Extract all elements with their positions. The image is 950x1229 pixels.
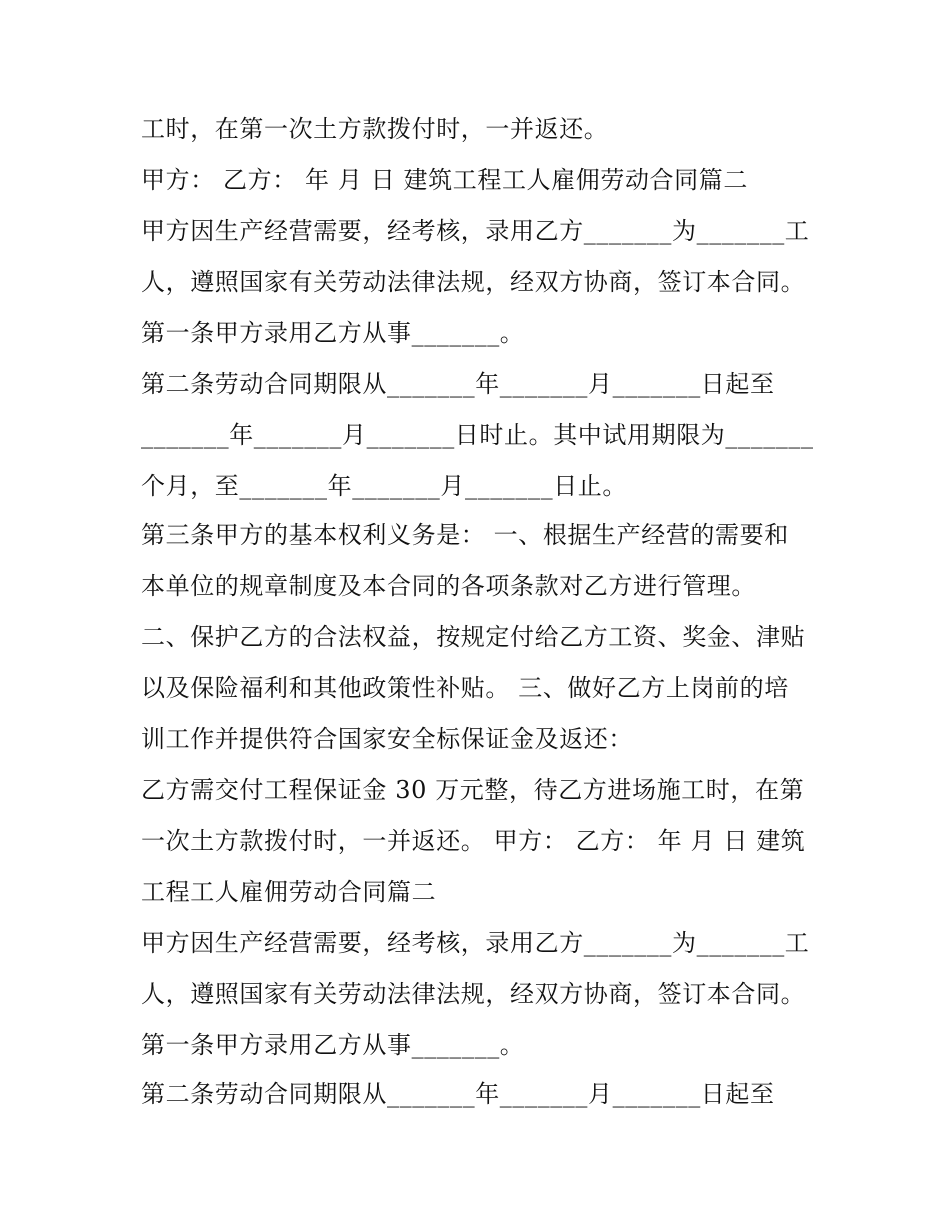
text-line: 第二条劳动合同期限从_______年_______月_______日起至 xyxy=(141,370,775,398)
text-line: 个月，至_______年_______月_______日止。 xyxy=(141,472,627,500)
text-line: 第二条劳动合同期限从_______年_______月_______日起至 xyxy=(141,1080,775,1108)
text-line: 甲方因生产经营需要，经考核，录用乙方_______为_______工 xyxy=(141,929,810,957)
text-line: 二、保护乙方的合法权益，按规定付给乙方工资、奖金、津贴 xyxy=(141,623,806,651)
text-line: 第三条甲方的基本权利义务是： 一、根据生产经营的需要和 xyxy=(141,521,789,549)
text-line: 训工作并提供符合国家安全标保证金及返还： xyxy=(141,725,633,753)
text-line: 甲方因生产经营需要，经考核，录用乙方_______为_______工 xyxy=(141,217,810,245)
text-line: 本单位的规章制度及本合同的各项条款对乙方进行管理。 xyxy=(141,572,756,600)
text-line: 第一条甲方录用乙方从事_______。 xyxy=(141,1031,525,1059)
text-line: _______年_______月_______日时止。其中试用期限为_______ xyxy=(141,421,814,449)
text-line: 以及保险福利和其他政策性补贴。 三、做好乙方上岗前的培 xyxy=(141,674,789,702)
text-line: 工时，在第一次土方款拨付时，一并返还。 xyxy=(141,115,609,143)
text-line: 一次土方款拨付时，一并返还。 甲方： 乙方： 年 月 日 建筑 xyxy=(141,827,806,855)
text-line: 人，遵照国家有关劳动法律法规，经双方协商，签订本合同。 xyxy=(141,980,806,1008)
text-line: 甲方： 乙方： 年 月 日 建筑工程工人雇佣劳动合同篇二 xyxy=(141,166,748,194)
text-line: 人，遵照国家有关劳动法律法规，经双方协商，签订本合同。 xyxy=(141,268,806,296)
text-line: 工程工人雇佣劳动合同篇二 xyxy=(141,878,437,906)
text-line: 第一条甲方录用乙方从事_______。 xyxy=(141,319,525,347)
text-line: 乙方需交付工程保证金 30 万元整，待乙方进场施工时，在第 xyxy=(141,776,805,804)
